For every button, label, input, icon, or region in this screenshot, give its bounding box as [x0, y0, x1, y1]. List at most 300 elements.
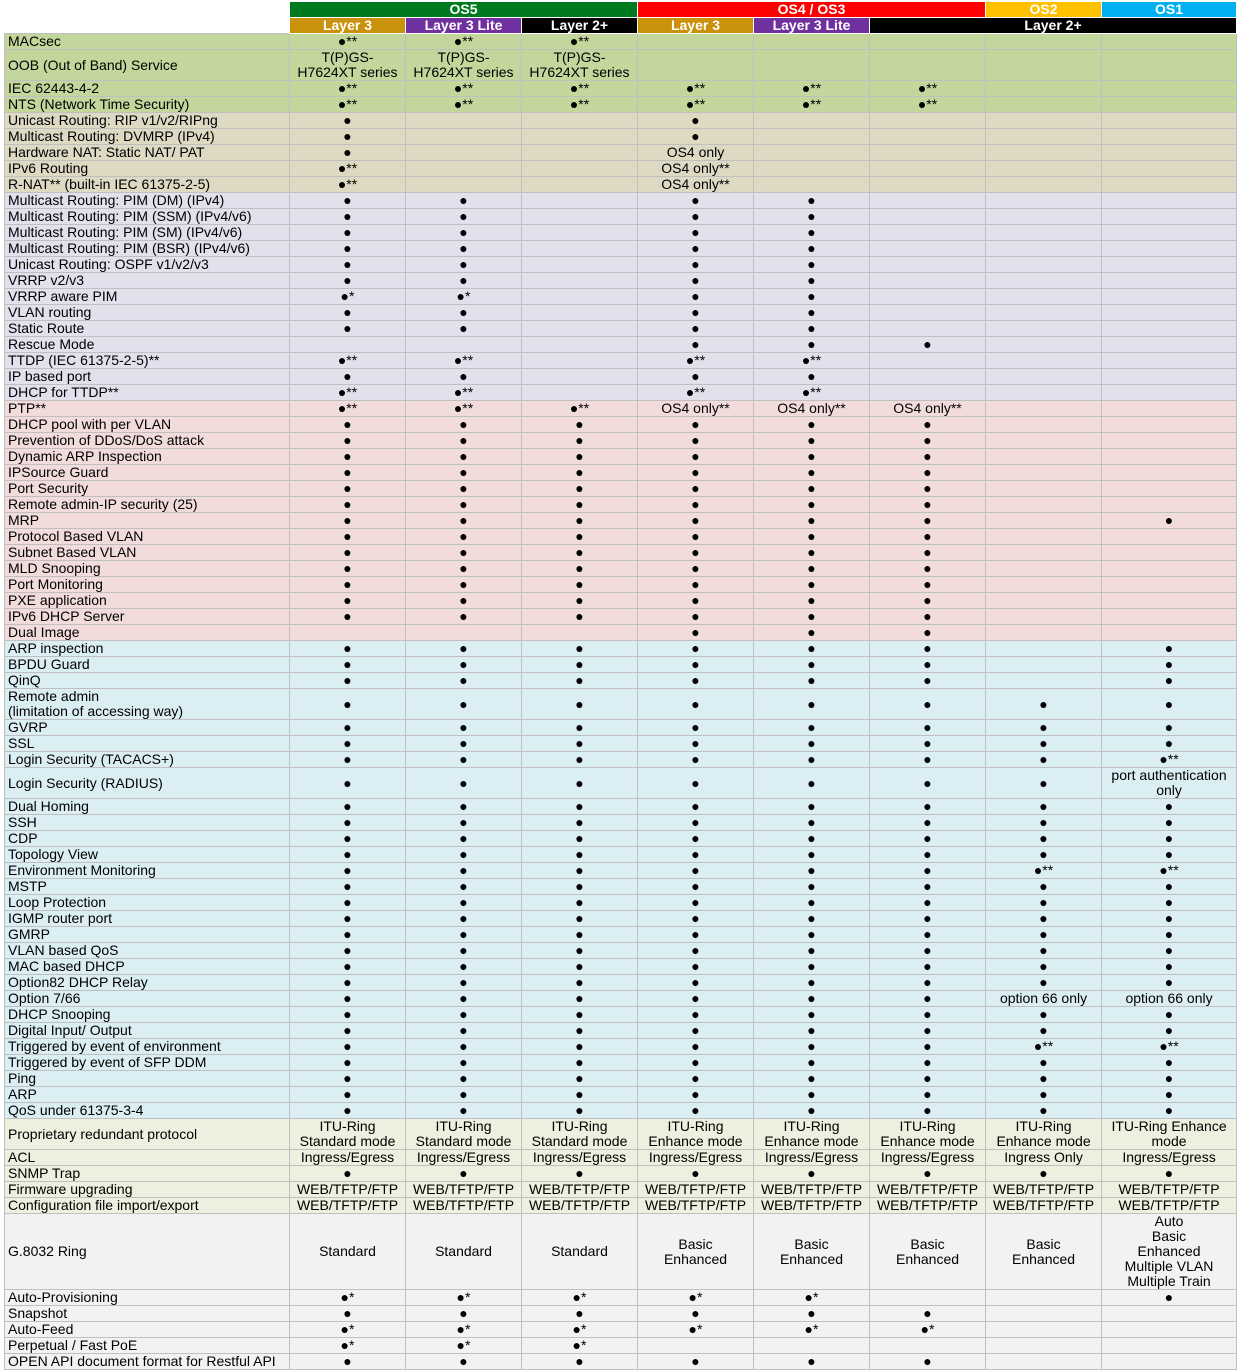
feature-name: SSH	[5, 815, 290, 831]
support-cell-os4-layer3-lite: ●	[754, 863, 870, 879]
table-row	[5, 927, 1237, 943]
support-cell-os5-layer3-lite: ●	[406, 975, 522, 991]
support-cell-os2	[986, 321, 1102, 337]
support-cell-os4-layer3-lite: ●**	[754, 97, 870, 113]
header-layer-os5-l2plus: Layer 2+	[522, 18, 638, 34]
support-cell-os5-layer3-lite: ●	[406, 1055, 522, 1071]
support-cell-os5-layer3-lite: ●	[406, 529, 522, 545]
support-cell-os5-layer2plus: ●	[522, 433, 638, 449]
support-cell-os4-layer2plus	[870, 273, 986, 289]
support-cell-os4-layer3: ●	[638, 513, 754, 529]
support-cell-os4-layer3: ●	[638, 673, 754, 689]
support-cell-os4-layer3-lite: ●	[754, 209, 870, 225]
feature-name: Triggered by event of environment	[5, 1039, 290, 1055]
support-cell-os5-layer3-lite: ●	[406, 513, 522, 529]
support-cell-os4-layer3-lite: ●	[754, 321, 870, 337]
support-cell-os4-layer2plus: ●	[870, 481, 986, 497]
support-cell-os5-layer2plus: ●**	[522, 97, 638, 113]
support-cell-os1: ●**	[1102, 863, 1237, 879]
header-os-row	[5, 2, 1237, 18]
support-cell-os2	[986, 241, 1102, 257]
support-cell-os4-layer2plus	[870, 50, 986, 81]
support-cell-os1: Auto Basic Enhanced Multiple VLAN Multiple Train	[1102, 1214, 1237, 1290]
support-cell-os5-layer3: ●	[290, 433, 406, 449]
support-cell-os5-layer3: ●	[290, 991, 406, 1007]
support-cell-os4-layer2plus: ●	[870, 465, 986, 481]
table-row	[5, 1322, 1237, 1338]
support-cell-os4-layer2plus	[870, 1290, 986, 1306]
support-cell-os4-layer3: ●	[638, 593, 754, 609]
support-cell-os4-layer3-lite: ●	[754, 736, 870, 752]
feature-name: Port Monitoring	[5, 577, 290, 593]
support-cell-os1: ●	[1102, 879, 1237, 895]
table-row	[5, 193, 1237, 209]
feature-name: ARP	[5, 1087, 290, 1103]
support-cell-os5-layer3-lite: ●	[406, 1306, 522, 1322]
support-cell-os4-layer2plus: ●	[870, 736, 986, 752]
support-cell-os2: ITU-Ring Enhance mode	[986, 1119, 1102, 1150]
support-cell-os4-layer2plus: ●	[870, 847, 986, 863]
support-cell-os4-layer3-lite: ●	[754, 465, 870, 481]
header-group-os5: OS5	[290, 2, 638, 18]
support-cell-os1	[1102, 561, 1237, 577]
table-row	[5, 337, 1237, 353]
support-cell-os1: ●	[1102, 1055, 1237, 1071]
support-cell-os4-layer3-lite: ●	[754, 1103, 870, 1119]
support-cell-os5-layer3-lite: ●**	[406, 97, 522, 113]
support-cell-os5-layer2plus: ●	[522, 736, 638, 752]
support-cell-os2: ●	[986, 1055, 1102, 1071]
feature-name: Option82 DHCP Relay	[5, 975, 290, 991]
support-cell-os5-layer2plus: ●	[522, 1007, 638, 1023]
support-cell-os4-layer2plus: OS4 only**	[870, 401, 986, 417]
support-cell-os4-layer3: ●	[638, 113, 754, 129]
table-row	[5, 991, 1237, 1007]
support-cell-os4-layer3-lite: ●	[754, 752, 870, 768]
support-cell-os2: ●	[986, 895, 1102, 911]
table-row	[5, 689, 1237, 720]
support-cell-os2: ●**	[986, 863, 1102, 879]
support-cell-os4-layer2plus: ●	[870, 673, 986, 689]
support-cell-os4-layer3: ●	[638, 799, 754, 815]
support-cell-os4-layer2plus: ●	[870, 1023, 986, 1039]
feature-name: Multicast Routing: PIM (BSR) (IPv4/v6)	[5, 241, 290, 257]
support-cell-os1: ●	[1102, 689, 1237, 720]
support-cell-os4-layer2plus: ●	[870, 831, 986, 847]
support-cell-os5-layer3-lite	[406, 625, 522, 641]
support-cell-os4-layer3: ●	[638, 689, 754, 720]
support-cell-os5-layer3: ●*	[290, 1338, 406, 1354]
support-cell-os4-layer3-lite: ●	[754, 975, 870, 991]
support-cell-os5-layer3-lite: T(P)GS- H7624XT series	[406, 50, 522, 81]
support-cell-os5-layer3-lite: ●	[406, 1103, 522, 1119]
support-cell-os5-layer2plus	[522, 289, 638, 305]
support-cell-os5-layer2plus	[522, 257, 638, 273]
support-cell-os5-layer3: ●	[290, 545, 406, 561]
support-cell-os5-layer3-lite: ●	[406, 911, 522, 927]
support-cell-os5-layer3-lite: Ingress/Egress	[406, 1150, 522, 1166]
support-cell-os4-layer3-lite: ●	[754, 657, 870, 673]
support-cell-os5-layer3-lite: ●	[406, 481, 522, 497]
table-row	[5, 1055, 1237, 1071]
support-cell-os4-layer3-lite: ●	[754, 609, 870, 625]
support-cell-os1	[1102, 401, 1237, 417]
support-cell-os5-layer3: ●	[290, 193, 406, 209]
support-cell-os5-layer3-lite: ●	[406, 1007, 522, 1023]
support-cell-os4-layer2plus: WEB/TFTP/FTP	[870, 1198, 986, 1214]
table-row	[5, 736, 1237, 752]
support-cell-os4-layer3-lite	[754, 161, 870, 177]
support-cell-os4-layer3-lite: WEB/TFTP/FTP	[754, 1198, 870, 1214]
support-cell-os4-layer3: ●	[638, 1306, 754, 1322]
support-cell-os5-layer2plus: ●	[522, 1087, 638, 1103]
support-cell-os5-layer2plus: ●	[522, 657, 638, 673]
support-cell-os2	[986, 273, 1102, 289]
support-cell-os2: ●	[986, 1166, 1102, 1182]
support-cell-os4-layer2plus	[870, 385, 986, 401]
support-cell-os2: Ingress Only	[986, 1150, 1102, 1166]
support-cell-os5-layer2plus: ●*	[522, 1338, 638, 1354]
feature-name: PXE application	[5, 593, 290, 609]
support-cell-os4-layer3: OS4 only**	[638, 401, 754, 417]
support-cell-os2: ●	[986, 959, 1102, 975]
support-cell-os5-layer3-lite: ●**	[406, 401, 522, 417]
table-row	[5, 81, 1237, 97]
table-row	[5, 879, 1237, 895]
support-cell-os4-layer2plus	[870, 241, 986, 257]
support-cell-os2	[986, 129, 1102, 145]
support-cell-os4-layer3: ●**	[638, 97, 754, 113]
support-cell-os5-layer2plus: ●	[522, 1039, 638, 1055]
support-cell-os4-layer3: ●	[638, 337, 754, 353]
support-cell-os5-layer3: WEB/TFTP/FTP	[290, 1182, 406, 1198]
support-cell-os4-layer3: ●	[638, 863, 754, 879]
support-cell-os5-layer3: ●	[290, 145, 406, 161]
support-cell-os2	[986, 465, 1102, 481]
support-cell-os4-layer3: ●	[638, 129, 754, 145]
support-cell-os1: ●	[1102, 736, 1237, 752]
support-cell-os5-layer3-lite: ●	[406, 209, 522, 225]
support-cell-os1	[1102, 593, 1237, 609]
support-cell-os2	[986, 81, 1102, 97]
feature-name: GMRP	[5, 927, 290, 943]
support-cell-os4-layer2plus: ●*	[870, 1322, 986, 1338]
support-cell-os5-layer3: ●**	[290, 401, 406, 417]
support-cell-os4-layer3: ●	[638, 609, 754, 625]
support-cell-os5-layer3: ●	[290, 943, 406, 959]
feature-name: OPEN API document format for Restful API	[5, 1354, 290, 1370]
support-cell-os5-layer3-lite: ●	[406, 1087, 522, 1103]
support-cell-os4-layer2plus: ●	[870, 975, 986, 991]
table-row	[5, 305, 1237, 321]
support-cell-os1: ●	[1102, 641, 1237, 657]
support-cell-os4-layer3-lite: ●	[754, 289, 870, 305]
feature-name: QoS under 61375-3-4	[5, 1103, 290, 1119]
support-cell-os1	[1102, 97, 1237, 113]
support-cell-os4-layer2plus	[870, 161, 986, 177]
support-cell-os5-layer2plus: ●	[522, 561, 638, 577]
support-cell-os5-layer2plus	[522, 193, 638, 209]
support-cell-os4-layer2plus	[870, 257, 986, 273]
header-layer-os4-l3: Layer 3	[638, 18, 754, 34]
support-cell-os4-layer3-lite: ●	[754, 193, 870, 209]
support-cell-os5-layer3-lite: ●	[406, 225, 522, 241]
support-cell-os4-layer3-lite: ●	[754, 305, 870, 321]
support-cell-os1	[1102, 449, 1237, 465]
support-cell-os4-layer3: ●	[638, 1354, 754, 1370]
support-cell-os5-layer3-lite	[406, 161, 522, 177]
support-cell-os5-layer2plus: ●	[522, 673, 638, 689]
table-row	[5, 959, 1237, 975]
support-cell-os5-layer2plus: Ingress/Egress	[522, 1150, 638, 1166]
support-cell-os2	[986, 529, 1102, 545]
table-row	[5, 577, 1237, 593]
support-cell-os1	[1102, 545, 1237, 561]
support-cell-os5-layer3-lite: ●	[406, 927, 522, 943]
support-cell-os5-layer3-lite: ●	[406, 1039, 522, 1055]
support-cell-os5-layer3: ●	[290, 241, 406, 257]
table-row	[5, 815, 1237, 831]
support-cell-os4-layer3-lite	[754, 177, 870, 193]
support-cell-os4-layer2plus: ●	[870, 1007, 986, 1023]
support-cell-os5-layer3: T(P)GS- H7624XT series	[290, 50, 406, 81]
support-cell-os2	[986, 1306, 1102, 1322]
support-cell-os5-layer2plus: ●	[522, 815, 638, 831]
support-cell-os4-layer2plus: ●	[870, 561, 986, 577]
table-row	[5, 831, 1237, 847]
support-cell-os2: ●	[986, 720, 1102, 736]
support-cell-os2	[986, 641, 1102, 657]
support-cell-os2	[986, 34, 1102, 50]
support-cell-os1	[1102, 113, 1237, 129]
table-row	[5, 513, 1237, 529]
table-row	[5, 161, 1237, 177]
header-group-os2: OS2	[986, 2, 1102, 18]
table-row	[5, 641, 1237, 657]
support-cell-os5-layer3: ●	[290, 657, 406, 673]
support-cell-os5-layer2plus: ●	[522, 831, 638, 847]
support-cell-os4-layer2plus: ●**	[870, 81, 986, 97]
support-cell-os5-layer3: ●	[290, 959, 406, 975]
support-cell-os2	[986, 625, 1102, 641]
feature-name: DHCP for TTDP**	[5, 385, 290, 401]
support-cell-os4-layer3-lite: ●	[754, 481, 870, 497]
support-cell-os4-layer3-lite: ●	[754, 593, 870, 609]
feature-name: Auto-Provisioning	[5, 1290, 290, 1306]
support-cell-os4-layer3-lite: ●	[754, 449, 870, 465]
support-cell-os1	[1102, 225, 1237, 241]
support-cell-os2	[986, 385, 1102, 401]
support-cell-os4-layer3: ●**	[638, 81, 754, 97]
support-cell-os4-layer2plus: ●	[870, 991, 986, 1007]
support-cell-os5-layer3-lite: ●	[406, 863, 522, 879]
table-row	[5, 145, 1237, 161]
support-cell-os4-layer2plus: ●	[870, 799, 986, 815]
support-cell-os4-layer3-lite: ●	[754, 943, 870, 959]
support-cell-os1: Ingress/Egress	[1102, 1150, 1237, 1166]
support-cell-os5-layer3-lite: ●	[406, 799, 522, 815]
support-cell-os5-layer2plus: ●	[522, 1354, 638, 1370]
table-row	[5, 417, 1237, 433]
support-cell-os4-layer3-lite: ●	[754, 417, 870, 433]
support-cell-os5-layer2plus: ●	[522, 689, 638, 720]
support-cell-os5-layer3: ●	[290, 449, 406, 465]
support-cell-os2: ●	[986, 879, 1102, 895]
support-cell-os4-layer3: ●	[638, 241, 754, 257]
support-cell-os5-layer3: ●**	[290, 34, 406, 50]
support-cell-os4-layer3-lite: ●	[754, 815, 870, 831]
support-cell-os4-layer3-lite: ●	[754, 497, 870, 513]
support-cell-os4-layer2plus: ●	[870, 529, 986, 545]
support-cell-os5-layer3-lite: ●	[406, 847, 522, 863]
support-cell-os4-layer3-lite: ●	[754, 895, 870, 911]
feature-name: Port Security	[5, 481, 290, 497]
support-cell-os4-layer3: ●	[638, 975, 754, 991]
support-cell-os2	[986, 481, 1102, 497]
support-cell-os5-layer2plus: Standard	[522, 1214, 638, 1290]
feature-name: Environment Monitoring	[5, 863, 290, 879]
support-cell-os2: option 66 only	[986, 991, 1102, 1007]
support-cell-os4-layer3: ●	[638, 289, 754, 305]
support-cell-os5-layer3-lite: ●	[406, 433, 522, 449]
support-cell-os2	[986, 657, 1102, 673]
support-cell-os2	[986, 609, 1102, 625]
support-cell-os4-layer3: ●	[638, 625, 754, 641]
table-row	[5, 433, 1237, 449]
support-cell-os5-layer3: ●	[290, 417, 406, 433]
support-cell-os4-layer3: Basic Enhanced	[638, 1214, 754, 1290]
support-cell-os5-layer3-lite: ●	[406, 831, 522, 847]
support-cell-os5-layer3: ●	[290, 305, 406, 321]
support-cell-os4-layer3	[638, 1338, 754, 1354]
support-cell-os5-layer3-lite: ●	[406, 609, 522, 625]
support-cell-os5-layer3-lite: ●	[406, 752, 522, 768]
support-cell-os1	[1102, 465, 1237, 481]
support-cell-os5-layer2plus	[522, 369, 638, 385]
support-cell-os5-layer3-lite: ●	[406, 369, 522, 385]
support-cell-os4-layer3-lite: ITU-Ring Enhance mode	[754, 1119, 870, 1150]
support-cell-os4-layer3-lite	[754, 113, 870, 129]
support-cell-os5-layer2plus: ●	[522, 497, 638, 513]
table-row	[5, 1119, 1237, 1150]
support-cell-os4-layer3: ●	[638, 193, 754, 209]
support-cell-os1: ●	[1102, 815, 1237, 831]
support-cell-os1	[1102, 289, 1237, 305]
support-cell-os4-layer3-lite: ●	[754, 991, 870, 1007]
support-cell-os4-layer3-lite: ●	[754, 1039, 870, 1055]
table-row	[5, 177, 1237, 193]
table-row	[5, 799, 1237, 815]
support-cell-os4-layer3-lite: ●	[754, 1306, 870, 1322]
support-cell-os4-layer3: WEB/TFTP/FTP	[638, 1182, 754, 1198]
feature-name: Triggered by event of SFP DDM	[5, 1055, 290, 1071]
support-cell-os5-layer3: ●	[290, 975, 406, 991]
feature-name: QinQ	[5, 673, 290, 689]
support-cell-os4-layer3-lite: ●	[754, 673, 870, 689]
support-cell-os5-layer3-lite: ●	[406, 1071, 522, 1087]
support-cell-os2	[986, 1290, 1102, 1306]
support-cell-os4-layer3: ●	[638, 1166, 754, 1182]
feature-name: Static Route	[5, 321, 290, 337]
support-cell-os1	[1102, 369, 1237, 385]
support-cell-os4-layer3: ●*	[638, 1290, 754, 1306]
support-cell-os1	[1102, 497, 1237, 513]
feature-name: Perpetual / Fast PoE	[5, 1338, 290, 1354]
support-cell-os4-layer2plus: ●	[870, 815, 986, 831]
support-cell-os1: ●	[1102, 657, 1237, 673]
support-cell-os5-layer2plus: ●*	[522, 1322, 638, 1338]
support-cell-os4-layer3: ●	[638, 1023, 754, 1039]
support-cell-os5-layer3-lite: ●*	[406, 289, 522, 305]
support-cell-os5-layer3-lite: ●	[406, 879, 522, 895]
support-cell-os5-layer2plus: ●	[522, 1055, 638, 1071]
support-cell-os2	[986, 1354, 1102, 1370]
support-cell-os1: ITU-Ring Enhance mode	[1102, 1119, 1237, 1150]
support-cell-os2	[986, 113, 1102, 129]
support-cell-os5-layer3: ●	[290, 911, 406, 927]
table-row	[5, 1087, 1237, 1103]
support-cell-os4-layer2plus: ●	[870, 641, 986, 657]
support-cell-os2: WEB/TFTP/FTP	[986, 1182, 1102, 1198]
support-cell-os5-layer2plus: ●	[522, 975, 638, 991]
support-cell-os4-layer3: ●	[638, 465, 754, 481]
support-cell-os2	[986, 417, 1102, 433]
support-cell-os5-layer2plus: ●	[522, 752, 638, 768]
feature-name: MLD Snooping	[5, 561, 290, 577]
support-cell-os5-layer3: ●	[290, 1354, 406, 1370]
support-cell-os1	[1102, 1322, 1237, 1338]
feature-name: Protocol Based VLAN	[5, 529, 290, 545]
support-cell-os5-layer3-lite	[406, 145, 522, 161]
support-cell-os1: ●	[1102, 1087, 1237, 1103]
support-cell-os4-layer2plus: ●	[870, 959, 986, 975]
support-cell-os5-layer3: ●	[290, 673, 406, 689]
support-cell-os5-layer3-lite: ●	[406, 577, 522, 593]
support-cell-os1: ●	[1102, 1007, 1237, 1023]
feature-matrix-table	[4, 1, 1237, 1370]
table-row	[5, 50, 1237, 81]
support-cell-os1	[1102, 385, 1237, 401]
support-cell-os5-layer2plus: ●	[522, 991, 638, 1007]
support-cell-os1	[1102, 577, 1237, 593]
support-cell-os4-layer3-lite	[754, 50, 870, 81]
support-cell-os4-layer3: ●	[638, 943, 754, 959]
feature-name: Hardware NAT: Static NAT/ PAT	[5, 145, 290, 161]
header-group-os4-os3: OS4 / OS3	[638, 2, 986, 18]
support-cell-os4-layer2plus	[870, 353, 986, 369]
support-cell-os2: ●	[986, 831, 1102, 847]
support-cell-os1	[1102, 145, 1237, 161]
support-cell-os4-layer3: Ingress/Egress	[638, 1150, 754, 1166]
support-cell-os2	[986, 561, 1102, 577]
support-cell-os5-layer3: ●	[290, 641, 406, 657]
support-cell-os1: ●	[1102, 975, 1237, 991]
support-cell-os1	[1102, 321, 1237, 337]
support-cell-os5-layer3-lite: ●	[406, 1354, 522, 1370]
support-cell-os5-layer3: ●	[290, 273, 406, 289]
support-cell-os5-layer2plus: ●	[522, 609, 638, 625]
support-cell-os5-layer3-lite: ●	[406, 657, 522, 673]
support-cell-os4-layer2plus: Ingress/Egress	[870, 1150, 986, 1166]
table-row	[5, 545, 1237, 561]
feature-name: Prevention of DDoS/DoS attack	[5, 433, 290, 449]
support-cell-os4-layer2plus	[870, 369, 986, 385]
feature-name: DHCP pool with per VLAN	[5, 417, 290, 433]
support-cell-os4-layer3-lite: ●	[754, 273, 870, 289]
feature-name: MRP	[5, 513, 290, 529]
support-cell-os5-layer2plus: ●	[522, 481, 638, 497]
table-row	[5, 847, 1237, 863]
